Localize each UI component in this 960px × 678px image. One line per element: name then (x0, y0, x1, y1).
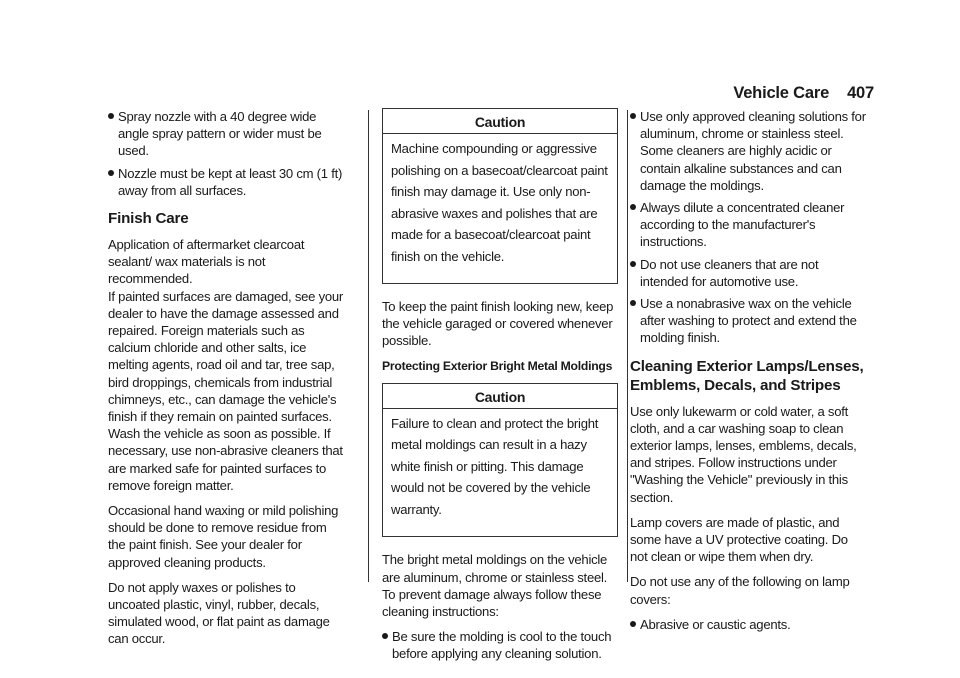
bullet-list (108, 108, 344, 199)
list-item: Nozzle must be kept at least 30 cm (1 ft) away from all surfaces. (108, 165, 344, 199)
page-number: 407 (847, 84, 874, 102)
paragraph: Do not use any of the following on lamp covers: (630, 574, 850, 607)
paragraph: Do not apply waxes or polishes to uncoated plastic, vinyl, rubber, decals, simulated wood, or flat paint as damage can occur. (108, 579, 330, 647)
section-title: Vehicle Care (733, 84, 830, 102)
bullet-icon (630, 261, 636, 267)
bullet-list (630, 108, 866, 347)
paragraph: Application of aftermarket clearcoat sealant/ wax materials is not recommended. If painted surfaces are damaged, see your dealer to have the damage assessed and repaired. Foreign materials such as calcium chloride and other salts, ice melting agents, road oil and tar, tree sap, bird droppings, chemicals from industrial chimneys, etc., can damage the vehicle's finish if they remain on painted surfaces. Wash the vehicle as soon as possible. If necessary, use non-abrasive cleaners that are marked safe for painted surfaces to remove foreign matter. (108, 237, 344, 493)
bullet-icon (108, 113, 114, 119)
list-item: Do not use cleaners that are not intended for automotive use. (630, 256, 866, 290)
list-item: Abrasive or caustic agents. (630, 616, 866, 633)
column-divider (368, 110, 369, 582)
paragraph: Lamp covers are made of plastic, and some have a UV protective coating. Do not clean or wipe them when dry. (630, 514, 848, 565)
caution-text: Machine compounding or aggressive polishing on a basecoat/clearcoat paint finish may damage it. Use only non-abrasive waxes and polishes that are made for a basecoat/clearcoat paint finish on the vehicle. (391, 141, 608, 264)
bullet-icon (630, 113, 636, 119)
list-item: Always dilute a concentrated cleaner according to the manufacturer's instructions. (630, 199, 866, 251)
running-head (733, 84, 874, 103)
bullet-icon (630, 621, 636, 627)
caution-box (382, 383, 618, 538)
paragraph: To keep the paint finish looking new, keep the vehicle garaged or covered whenever possible. (382, 299, 614, 349)
column-3 (630, 108, 866, 638)
list-item: Use a nonabrasive wax on the vehicle after washing to protect and extend the molding finish. (630, 295, 866, 347)
column-1 (108, 108, 344, 656)
caution-box (382, 108, 618, 284)
bullet-icon (630, 300, 636, 306)
paragraph: Occasional hand waxing or mild polishing should be done to remove residue from the paint finish. See your dealer for approved cleaning products. (108, 503, 339, 570)
bullet-icon (630, 204, 636, 210)
caution-title: Caution (383, 384, 617, 409)
bullet-list (382, 628, 618, 662)
caution-text: Failure to clean and protect the bright metal moldings can result in a hazy white finish or pitting. This damage would not be covered by the vehicle warranty. (391, 415, 599, 517)
column-2 (382, 108, 618, 668)
section-heading: Cleaning Exterior Lamps/Lenses, Emblems, Decals, and Stripes (630, 357, 864, 394)
bullet-list (630, 616, 866, 633)
caution-title: Caution (383, 109, 617, 134)
bullet-icon (108, 170, 114, 176)
list-item: Spray nozzle with a 40 degree wide angle spray pattern or wider must be used. (108, 108, 344, 160)
subheading: Protecting Exterior Bright Metal Moldings (382, 358, 613, 373)
column-divider (627, 110, 628, 582)
paragraph: The bright metal moldings on the vehicle are aluminum, chrome or stainless steel. To prevent damage always follow these cleaning instructions: (382, 552, 608, 619)
paragraph: Use only lukewarm or cold water, a soft cloth, and a car washing soap to clean exterior lamps, lenses, emblems, decals, and stripes. Follow instructions under "Washing the Vehicle" previously in this section. (630, 403, 857, 505)
section-heading: Finish Care (108, 210, 189, 228)
list-item: Be sure the molding is cool to the touch before applying any cleaning solution. (382, 628, 618, 662)
bullet-icon (382, 633, 388, 639)
list-item: Use only approved cleaning solutions for aluminum, chrome or stainless steel. Some cleaners are highly acidic or contain alkaline substances and can damage the moldings. (630, 108, 866, 194)
